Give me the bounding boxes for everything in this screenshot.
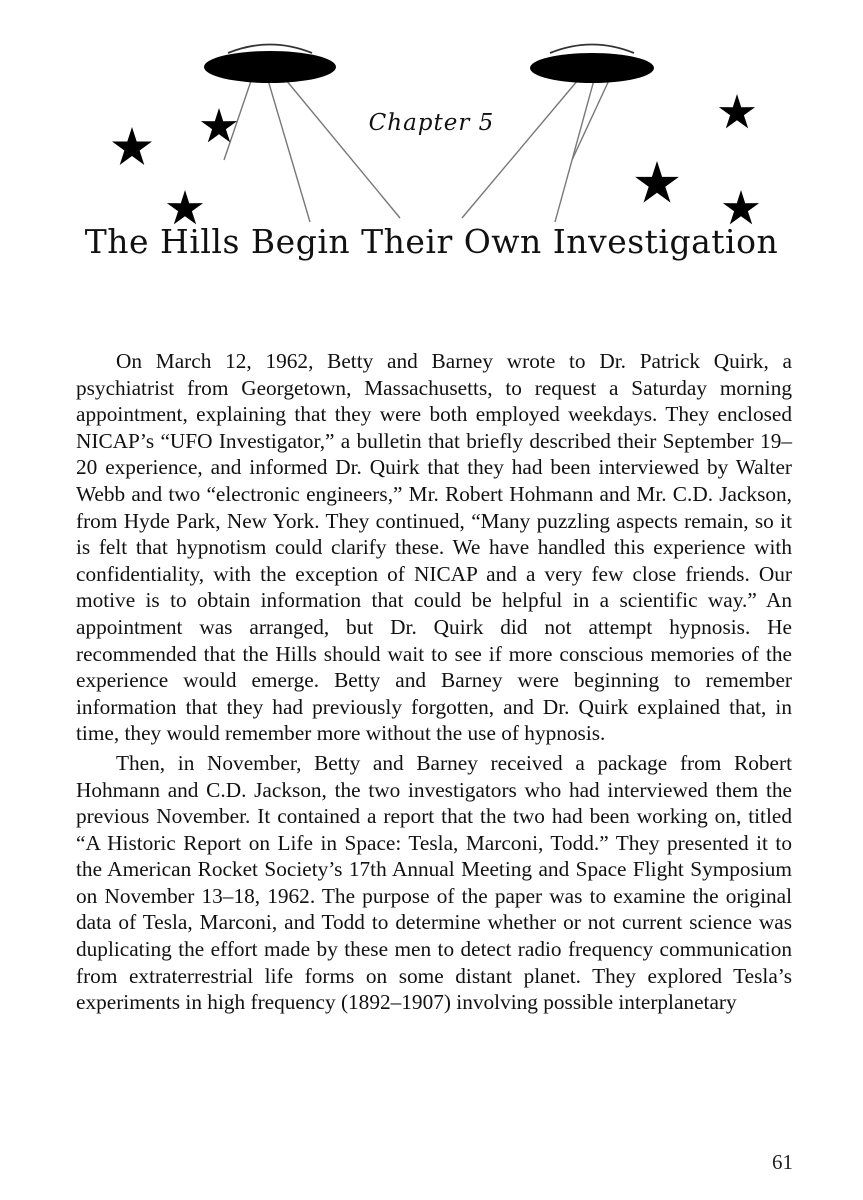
- chapter-label: Chapter 5: [368, 110, 495, 136]
- star-icon: [167, 190, 203, 224]
- star-icon: [635, 161, 679, 203]
- chapter-title: The Hills Begin Their Own Investigation: [84, 222, 779, 261]
- star-icon: [723, 190, 759, 224]
- body-text: [76, 348, 792, 1019]
- page-number: 61: [772, 1150, 793, 1174]
- paragraph: Then, in November, Betty and Barney received a package from Robert Hohmann and C.D. Jackson, the two investigators who had interviewed them the previous November. It contained a report that the two had been working on, titled “A Historic Report on Life in Space: Tesla, Marconi, Todd.” They presented it to the American Rocket Society’s 17th Annual Meeting and Space Flight Symposium on November 13–18, 1962. The purpose of the paper was to examine the original data of Tesla, Marconi, and Todd to determine whether or not current science was duplicating the effort made by these men to detect radio frequency communication from extraterrestrial life forms on some distant planet. They explored Tesla’s experiments in high frequency (1892–1907) involving possible interplanetary: [76, 750, 792, 1015]
- paragraph: On March 12, 1962, Betty and Barney wrote to Dr. Patrick Quirk, a psychiatrist from Georgetown, Massachusetts, to request a Saturday morning appointment, explaining that they were both employed weekdays. They enclosed NICAP’s “UFO Investigator,” a bulletin that briefly described their September 19–20 experience, and informed Dr. Quirk that they had been interviewed by Walter Webb and two “electronic engineers,” Mr. Robert Hohmann and Mr. C.D. Jackson, from Hyde Park, New York. They continued, “Many puzzling aspects remain, so it is felt that hypnotism could clarify these. We have handled this experience with confidentiality, with the exception of NICAP and a very few close friends. Our motive is to obtain information that could be helpful in a scientific way.” An appointment was arranged, but Dr. Quirk did not attempt hypnosis. He recommended that the Hills should wait to see if more conscious memories of the experience would emerge. Betty and Barney were beginning to remember information that they had previously forgotten, and Dr. Quirk explained that, in time, they would remember more without the use of hypnosis.: [76, 349, 792, 746]
